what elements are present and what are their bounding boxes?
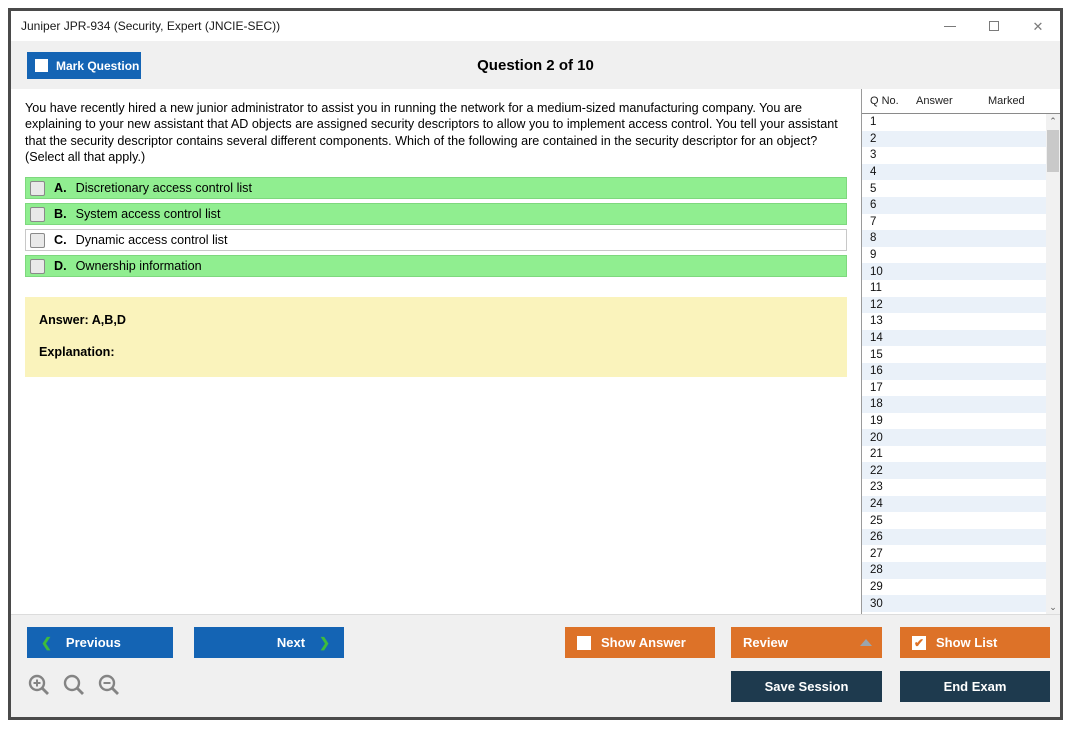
q-number: 19 xyxy=(870,414,883,427)
chevron-right-icon: ❯ xyxy=(319,634,330,650)
question-list-scrollbar[interactable] xyxy=(1046,114,1060,614)
show-answer-label: Show Answer xyxy=(601,635,686,650)
q-number: 11 xyxy=(870,282,882,295)
option-c-checkbox[interactable] xyxy=(30,233,45,248)
column-qno: Q No. xyxy=(870,95,899,107)
option-a-letter: A. xyxy=(54,181,67,196)
question-list-row[interactable] xyxy=(862,462,1046,479)
chevron-up-icon xyxy=(860,639,872,646)
question-list-row[interactable] xyxy=(862,297,1046,314)
option-c[interactable] xyxy=(25,229,847,251)
mark-question-checkbox-icon xyxy=(35,59,48,72)
question-list-row[interactable] xyxy=(862,280,1046,297)
question-list-row[interactable] xyxy=(862,545,1046,562)
question-list-row[interactable] xyxy=(862,413,1046,430)
next-label: Next xyxy=(276,635,306,650)
question-list-row[interactable] xyxy=(862,595,1046,612)
scrollbar-up-arrow-icon[interactable]: ⌃ xyxy=(1049,115,1057,126)
maximize-button[interactable] xyxy=(972,11,1016,41)
option-b-letter: B. xyxy=(54,207,67,222)
q-number: 25 xyxy=(870,514,883,527)
question-list-row[interactable] xyxy=(862,562,1046,579)
zoom-out-icon[interactable] xyxy=(97,673,122,698)
question-list-sidebar xyxy=(861,89,1060,614)
save-session-button[interactable] xyxy=(731,671,882,702)
review-label: Review xyxy=(743,635,788,650)
q-number: 24 xyxy=(870,497,883,510)
q-number: 4 xyxy=(870,166,877,179)
question-list-row[interactable] xyxy=(862,380,1046,397)
mark-question-label: Mark Question xyxy=(56,58,140,73)
q-number: 12 xyxy=(870,298,883,311)
question-panel xyxy=(11,89,861,614)
show-answer-button[interactable] xyxy=(565,627,715,658)
q-number: 15 xyxy=(870,348,883,361)
q-number: 8 xyxy=(870,232,877,245)
header-strip xyxy=(11,41,1060,89)
q-number: 17 xyxy=(870,381,883,394)
question-list-row[interactable] xyxy=(862,263,1046,280)
footer-toolbar xyxy=(11,614,1060,717)
save-session-label: Save Session xyxy=(764,679,849,694)
q-number: 28 xyxy=(870,564,883,577)
q-number: 9 xyxy=(870,249,877,262)
q-number: 21 xyxy=(870,448,883,461)
question-list-row[interactable] xyxy=(862,164,1046,181)
question-list-row[interactable] xyxy=(862,346,1046,363)
minimize-icon xyxy=(944,26,956,27)
q-number: 3 xyxy=(870,149,877,162)
show-list-label: Show List xyxy=(936,635,998,650)
close-icon: ✕ xyxy=(1032,18,1044,34)
q-number: 29 xyxy=(870,580,883,593)
show-list-button[interactable] xyxy=(900,627,1050,658)
option-a[interactable] xyxy=(25,177,847,199)
option-c-letter: C. xyxy=(54,233,67,248)
end-exam-label: End Exam xyxy=(943,679,1007,694)
window-title: Juniper JPR-934 (Security, Expert (JNCIE-SEC)) xyxy=(21,19,281,33)
question-list-row[interactable] xyxy=(862,313,1046,330)
question-list-row[interactable] xyxy=(862,114,1046,131)
q-number: 10 xyxy=(870,265,883,278)
question-text: You have recently hired a new junior administrator to assist you in running the network for a medium-sized manufacturing company. You are explaining to your new assistant that AD objects are assigned security descriptors to allow you to implement access control. You tell your assistant that the security descriptor contains several different components. Which of the following are contained in the security descriptor for an object? (Select all that apply.) xyxy=(25,101,838,165)
q-number: 6 xyxy=(870,199,877,212)
zoom-tools xyxy=(27,673,122,698)
end-exam-button[interactable] xyxy=(900,671,1050,702)
close-button[interactable] xyxy=(1016,11,1060,41)
maximize-icon xyxy=(989,21,999,31)
option-a-checkbox[interactable] xyxy=(30,181,45,196)
question-list-row[interactable] xyxy=(862,496,1046,513)
q-number: 14 xyxy=(870,332,883,345)
q-number: 7 xyxy=(870,215,877,228)
question-list-row[interactable] xyxy=(862,180,1046,197)
q-number: 22 xyxy=(870,464,883,477)
question-list-row[interactable] xyxy=(862,363,1046,380)
zoom-in-icon[interactable] xyxy=(27,673,52,698)
column-marked: Marked xyxy=(988,95,1025,107)
question-list-row[interactable] xyxy=(862,479,1046,496)
option-b-checkbox[interactable] xyxy=(30,207,45,222)
review-dropdown-button[interactable] xyxy=(731,627,882,658)
question-list-row[interactable] xyxy=(862,131,1046,148)
previous-label: Previous xyxy=(65,635,121,650)
option-d[interactable] xyxy=(25,255,847,277)
zoom-reset-icon[interactable] xyxy=(62,673,87,698)
q-number: 13 xyxy=(870,315,883,328)
q-number: 27 xyxy=(870,547,883,560)
answer-options xyxy=(25,177,847,277)
explanation-label: Explanation: xyxy=(39,345,115,360)
question-list-row[interactable] xyxy=(862,446,1046,463)
scrollbar-down-arrow-icon[interactable]: ⌄ xyxy=(1049,601,1057,612)
option-b-text: System access control list xyxy=(75,207,221,222)
question-list-wrap xyxy=(862,114,1060,614)
question-list-row[interactable] xyxy=(862,529,1046,546)
minimize-button[interactable] xyxy=(928,11,972,41)
question-list-row[interactable] xyxy=(862,579,1046,596)
question-list-row[interactable] xyxy=(862,214,1046,231)
previous-button[interactable] xyxy=(27,627,173,658)
answer-box xyxy=(25,297,847,377)
option-d-checkbox[interactable] xyxy=(30,259,45,274)
q-number: 2 xyxy=(870,132,877,145)
q-number: 16 xyxy=(870,365,883,378)
q-number: 23 xyxy=(870,481,883,494)
column-answer: Answer xyxy=(916,95,953,107)
next-button[interactable] xyxy=(194,627,344,658)
question-list-header xyxy=(862,89,1060,114)
question-list-row[interactable] xyxy=(862,147,1046,164)
option-c-text: Dynamic access control list xyxy=(75,233,228,248)
question-list-row[interactable] xyxy=(862,429,1046,446)
option-a-text: Discretionary access control list xyxy=(75,181,252,196)
q-number: 30 xyxy=(870,597,883,610)
question-list-row[interactable] xyxy=(862,330,1046,347)
mark-question-button[interactable] xyxy=(27,52,141,79)
main-area xyxy=(11,89,1060,614)
q-number: 5 xyxy=(870,182,877,195)
app-window xyxy=(8,8,1063,720)
question-list-row[interactable] xyxy=(862,230,1046,247)
show-list-checkbox-icon: ✔ xyxy=(913,635,925,650)
question-list-body xyxy=(862,114,1046,614)
q-number: 18 xyxy=(870,398,883,411)
question-list-row[interactable] xyxy=(862,396,1046,413)
option-d-text: Ownership information xyxy=(75,259,202,274)
q-number: 26 xyxy=(870,531,883,544)
window-controls xyxy=(928,11,1060,41)
question-list-row[interactable] xyxy=(862,512,1046,529)
show-answer-checkbox-icon xyxy=(577,636,591,650)
title-bar xyxy=(11,11,1060,41)
question-list-row[interactable] xyxy=(862,197,1046,214)
question-counter: Question 2 of 10 xyxy=(477,56,594,74)
q-number: 20 xyxy=(870,431,883,444)
answer-label: Answer: A,B,D xyxy=(39,313,126,328)
question-list-row[interactable] xyxy=(862,247,1046,264)
option-b[interactable] xyxy=(25,203,847,225)
chevron-left-icon: ❮ xyxy=(41,634,52,650)
scrollbar-thumb[interactable] xyxy=(1047,130,1059,172)
option-d-letter: D. xyxy=(54,259,67,274)
q-number: 1 xyxy=(870,116,877,129)
